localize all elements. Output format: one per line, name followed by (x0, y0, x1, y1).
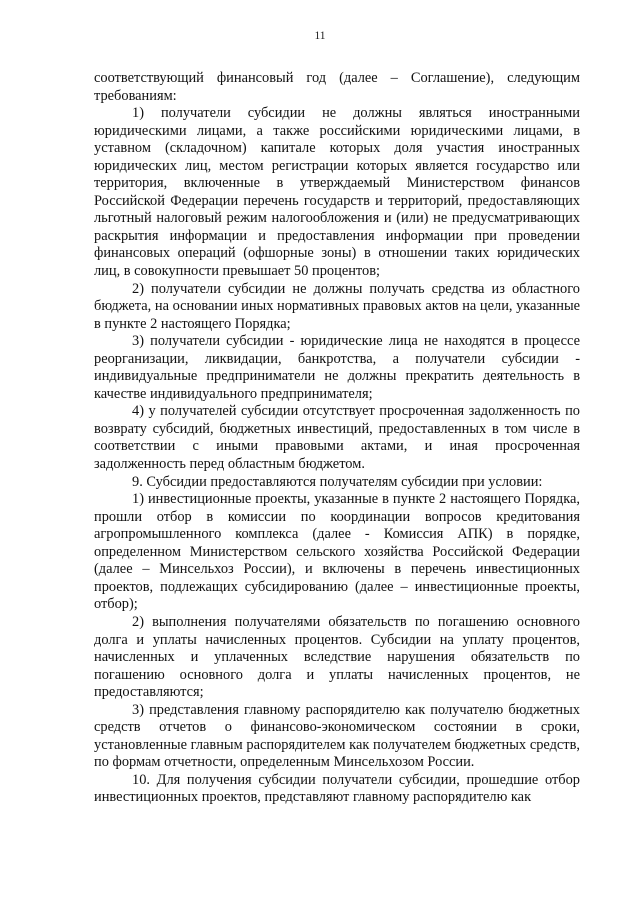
paragraph-9-item-2-obligations: 2) выполнения получателями обязательств по погашению основного долга и уплаты начисленных процентов. Субсидии на уплату процентов, начисленных и уплаченных вследствие нарушения обязательств по погашению основного долга и уплаты начисленных процентов, не предоставляются; (94, 613, 580, 701)
paragraph-item-2-regional-budget: 2) получатели субсидии не должны получать средства из областного бюджета, на основании иных нормативных правовых актов на цели, указанные в пункте 2 настоящего Порядка; (94, 280, 580, 332)
paragraph-item-1-foreign-entities: 1) получатели субсидии не должны являться иностранными юридическими лицами, а также российскими юридическими лицами, в уставном (складочном) капитале которых доля участия иностранных юридических лиц, местом регистрации которых является государство или территория, включенные в утверждаемый Министерством финансов Российской Федерации перечень государств и территорий, предоставляющих льготный налоговый режим налогообложения и (или) не предусматривающих раскрытия информации и предоставления информации при проведении финансовых операций (офшорные зоны) в отношении таких юридических лиц, в совокупности превышает 50 процентов; (94, 105, 580, 280)
document-body (94, 70, 580, 807)
page-number: 11 (314, 30, 326, 42)
paragraph-item-4-overdue-debt: 4) у получателей субсидии отсутствует просроченная задолженность по возврату субсидий, бюджетных инвестиций, предоставленных в том числе в соответствии с иными правовыми актами, и иная просроченная задолженность перед областным бюджетом. (94, 403, 580, 473)
paragraph-section-9: 9. Субсидии предоставляются получателям субсидии при условии: (132, 473, 543, 490)
paragraph-9-item-3-reports: 3) представления главному распорядителю как получателю бюджетных средств отчетов о финансово-экономическом состоянии в сроки, установленные главным распорядителем как получателем бюджетных средств, по формам отчетности, определенным Минсельхозом России. (94, 701, 580, 771)
paragraph-item-3-reorganization: 3) получатели субсидии - юридические лица не находятся в процессе реорганизации, ликвидации, банкротства, а получатели субсидии - индивидуальные предприниматели не должны прекратить деятельность в качестве индивидуального предпринимателя; (94, 333, 580, 402)
paragraph-9-item-1-investment-projects: 1) инвестиционные проекты, указанные в пункте 2 настоящего Порядка, прошли отбор в комиссии по координации вопросов кредитования агропромышленного комплекса (далее - Комиссия АПК) в порядке, определенном Министерством сельского хозяйства Российской Федерации (далее – Минсельхоз России), и включены в перечень инвестиционных проектов, подлежащих субсидированию (далее – инвестиционные проекты, отбор); (94, 491, 580, 613)
paragraph-section-10: 10. Для получения субсидии получатели субсидии, прошедшие отбор инвестиционных проектов, представляют главному распорядителю как (94, 771, 580, 806)
paragraph-continuation: соответствующий финансовый год (далее – Соглашение), следующим требованиям: (94, 70, 580, 104)
